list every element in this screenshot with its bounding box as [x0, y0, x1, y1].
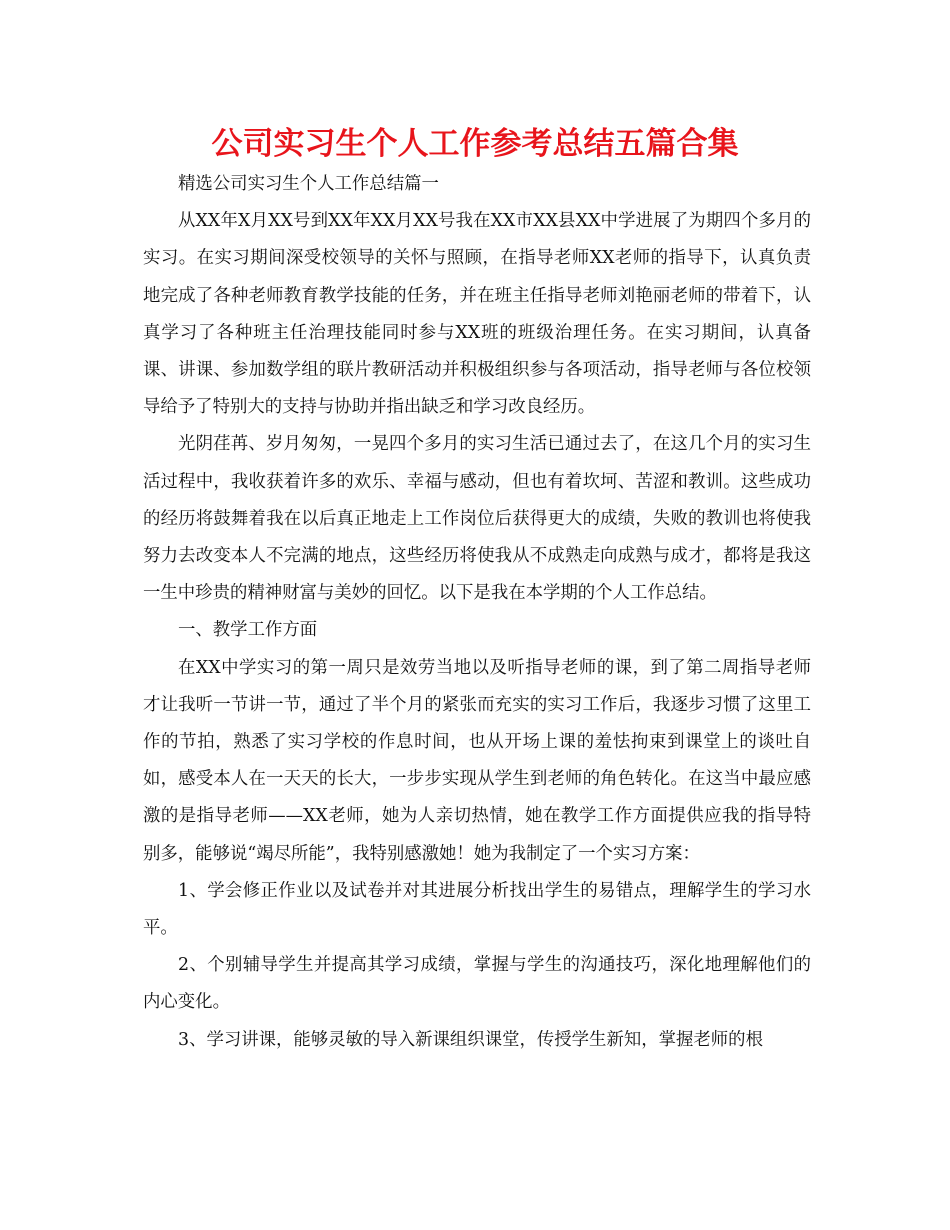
- paragraph-reflection: 光阴荏苒、岁月匆匆，一晃四个多月的实习生活已通过去了，在这几个月的实习生活过程中，我收获着许多的欢乐、幸福与感动，但也有着坎坷、苦涩和教训。这些成功的经历将鼓舞着我在以后真正地走上工作岗位后获得更大的成绩，失败的教训也将使我努力去改变本人不完满的地点，这些经历将使我从不成熟走向成熟与成才，都将是我这一生中珍贵的精神财富与美妙的回忆。以下是我在本学期的个人工作总结。: [143, 434, 811, 604]
- list-item-1: 1、学会修正作业以及试卷并对其进展分析找出学生的易错点，理解学生的学习水平。: [143, 880, 811, 939]
- paragraph-subtitle: 精选公司实习生个人工作总结篇一: [178, 174, 439, 194]
- document-title: 公司实习生个人工作参考总结五篇合集: [211, 126, 739, 162]
- list-item-3: 3、学习讲课，能够灵敏的导入新课组织课堂，传授学生新知，掌握老师的根: [178, 1029, 763, 1050]
- section-heading-teaching: 一、教学工作方面: [178, 620, 318, 641]
- list-item-2: 2、个别辅导学生并提高其学习成绩，掌握与学生的沟通技巧，深化地理解他们的内心变化。: [143, 955, 811, 1013]
- paragraph-intro: 从XX年X月XX号到XX年XX月XX号我在XX市XX县XX中学进展了为期四个多月的实习。在实习期间深受校领导的关怀与照顾，在指导老师XX老师的指导下，认真负责地完成了各种老师教育教学技能的任务，并在班主任指导老师刘艳丽老师的带着下，认真学习了各种班主任治理技能同时参与XX班的班级治理任务。在实习期间，认真备课、讲课、参加数学组的联片教研活动并积极组织参与各项活动，指导老师与各位校领导给予了特别大的支持与协助并指出缺乏和学习改良经历。: [143, 211, 811, 418]
- paragraph-teaching: 在XX中学实习的第一周只是效劳当地以及听指导老师的课，到了第二周指导老师才让我听一节讲一节，通过了半个月的紧张而充实的实习工作后，我逐步习惯了这里工作的节拍，熟悉了实习学校的作息时间，也从开场上课的羞怯拘束到课堂上的谈吐自如，感受本人在一天天的长大，一步步实现从学生到老师的角色转化。在这当中最应感激的是指导老师——XX老师，她为人亲切热情，她在教学工作方面提供应我的指导特别多，能够说“竭尽所能”，我特别感激她！她为我制定了一个实习方案：: [143, 657, 811, 864]
- document-body: [143, 166, 811, 1059]
